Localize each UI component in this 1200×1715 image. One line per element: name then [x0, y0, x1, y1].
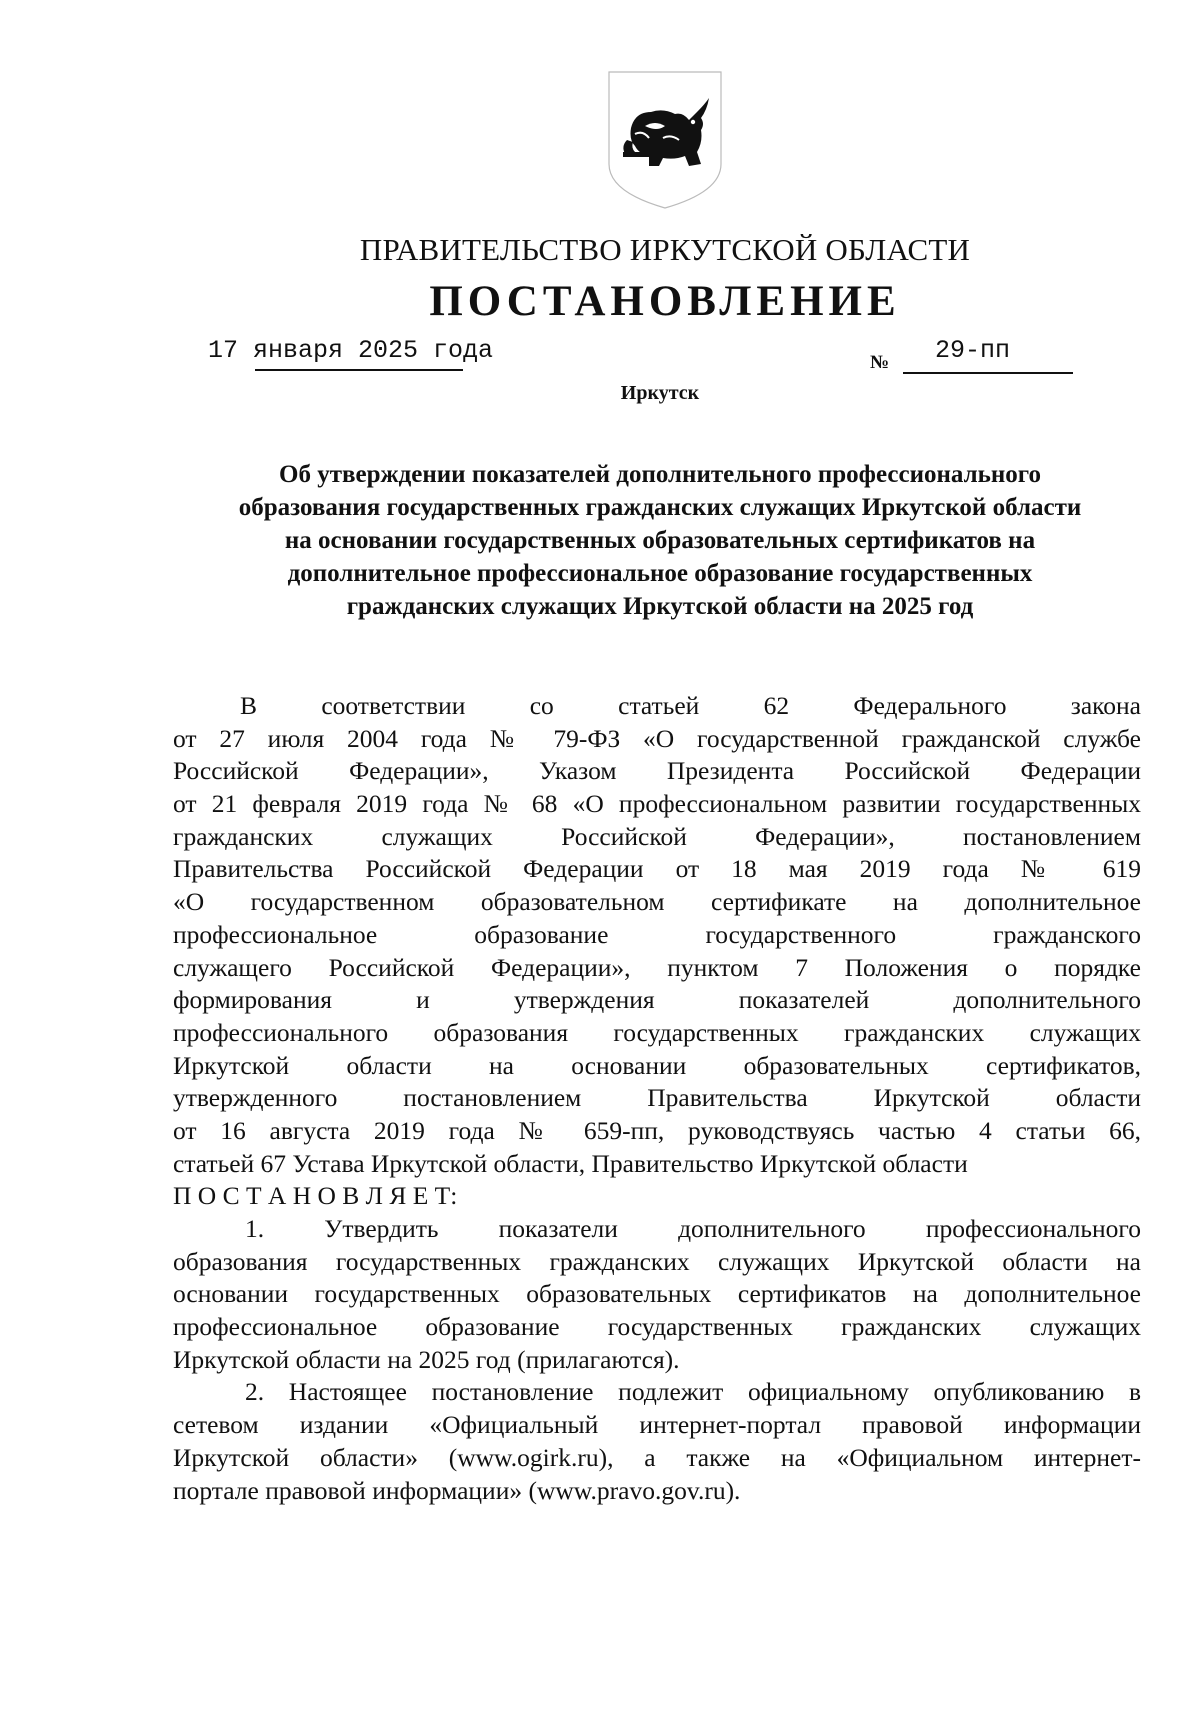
body-line: от 27 июля 2004 года № 79-ФЗ «О государственной гражданской службе: [173, 723, 1141, 753]
document-title: [180, 458, 1140, 623]
body-line: сетевом издании «Официальный интернет-портал правовой информации: [173, 1410, 1141, 1440]
government-name: ПРАВИТЕЛЬСТВО ИРКУТСКОЙ ОБЛАСТИ: [359, 232, 971, 267]
body-line: В соответствии со статьей 62 Федерального закона: [240, 691, 1141, 720]
body-line: образования государственных гражданских служащих Иркутской области на: [173, 1246, 1141, 1276]
document-date: 17 января 2025 года: [208, 336, 494, 365]
title-line: Об утверждении показателей дополнительного профессионального: [279, 461, 1041, 488]
body-line: профессионального образования государственных гражданских служащих: [173, 1017, 1141, 1047]
irkutsk-coat-of-arms-icon: [605, 68, 725, 212]
body-line: Иркутской области» (www.ogirk.ru), а также на «Официальном интернет-: [173, 1442, 1141, 1472]
body-line: Иркутской области на основании образовательных сертификатов,: [173, 1050, 1141, 1080]
number-sign: №: [870, 352, 890, 373]
body-line: статьей 67 Устава Иркутской области, Правительство Иркутской области: [173, 1148, 968, 1178]
date-underline: [255, 369, 463, 371]
body-line: от 21 февраля 2019 года № 68 «О профессиональном развитии государственных: [173, 789, 1141, 819]
body-line: гражданских служащих Российской Федерации», постановлением: [173, 821, 1141, 851]
document-number: 29-пп: [935, 336, 1011, 365]
document-type: ПОСТАНОВЛЕНИЕ: [429, 278, 901, 325]
document-body: [173, 690, 1141, 1507]
body-line: служащего Российской Федерации», пунктом 7 Положения о порядке: [173, 952, 1141, 982]
title-line: дополнительное профессиональное образование государственных: [287, 560, 1033, 587]
body-line: формирования и утверждения показателей дополнительного: [173, 985, 1141, 1015]
body-line: портале правовой информации» (www.pravo.gov.ru).: [173, 1475, 741, 1505]
body-line: профессиональное образование государственных гражданских служащих: [173, 1312, 1141, 1342]
body-line: Правительства Российской Федерации от 18 мая 2019 года № 619: [173, 854, 1141, 884]
resolves-heading: П О С Т А Н О В Л Я Е Т:: [173, 1181, 458, 1211]
body-line: профессиональное образование государственного гражданского: [173, 919, 1141, 949]
document-city: Иркутск: [620, 382, 700, 404]
body-line: утвержденного постановлением Правительства Иркутской области: [173, 1083, 1141, 1113]
title-line: образования государственных гражданских служащих Иркутской области: [238, 494, 1082, 521]
title-line: гражданских служащих Иркутской области на 2025 год: [346, 593, 974, 620]
body-line: от 16 августа 2019 года № 659-пп, руководствуясь частью 4 статьи 66,: [173, 1115, 1141, 1145]
body-line: 1. Утвердить показатели дополнительного профессионального: [245, 1214, 1141, 1243]
title-line: на основании государственных образовательных сертификатов на: [284, 527, 1036, 554]
body-line: «О государственном образовательном сертификате на дополнительное: [173, 887, 1141, 917]
body-line: основании государственных образовательных сертификатов на дополнительное: [173, 1279, 1141, 1309]
body-line: 2. Настоящее постановление подлежит официальному опубликованию в: [245, 1377, 1141, 1407]
body-line: Российской Федерации», Указом Президента Российской Федерации: [173, 756, 1141, 786]
body-line: Иркутской области на 2025 год (прилагаются).: [173, 1344, 680, 1374]
number-underline: [903, 372, 1073, 374]
